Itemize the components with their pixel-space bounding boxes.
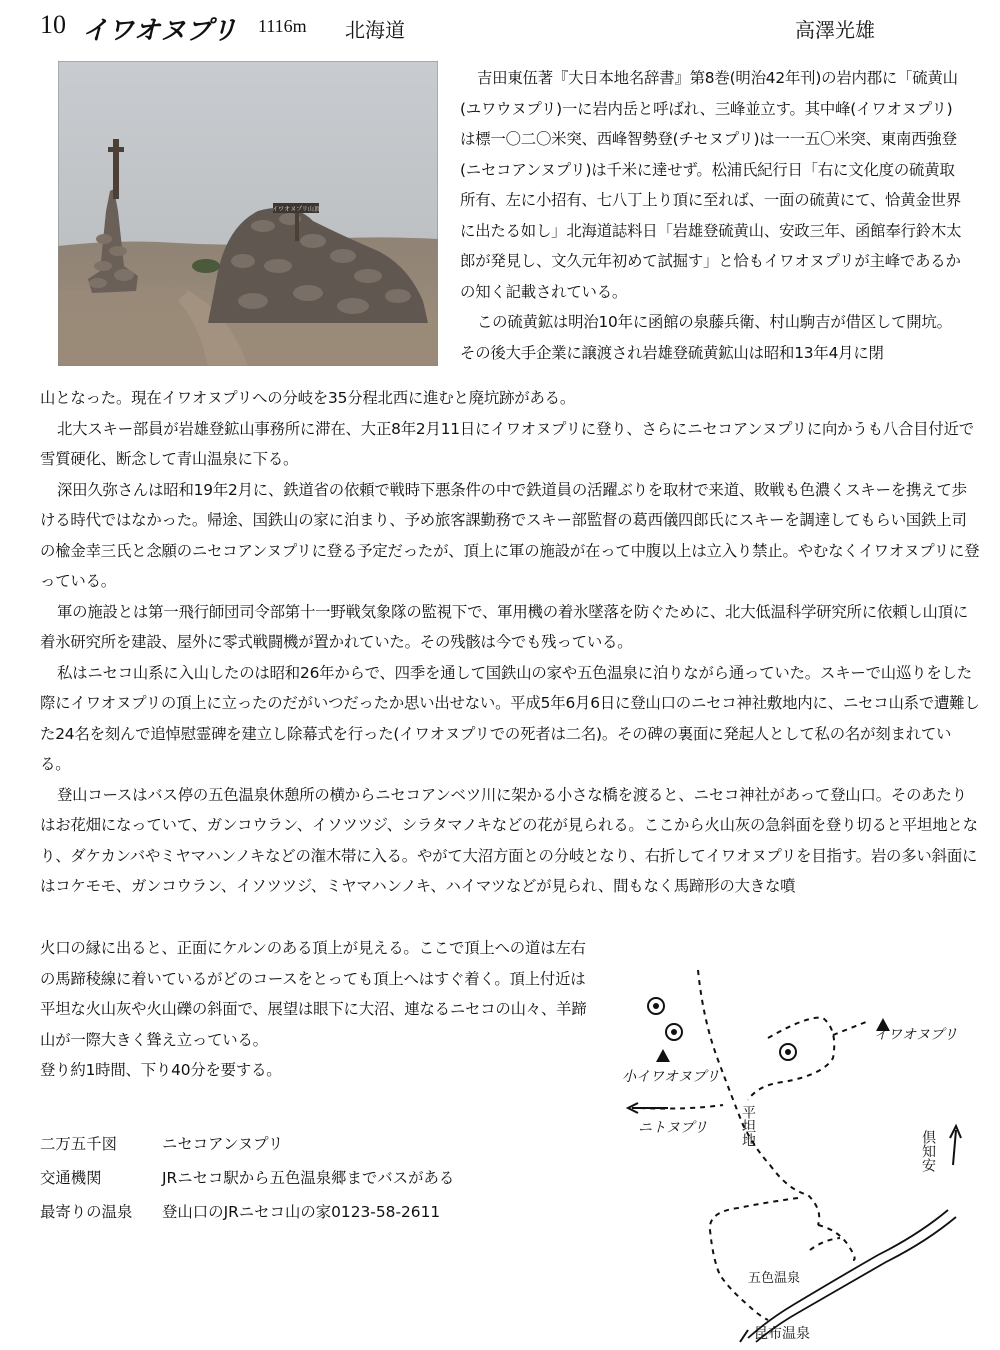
summit-sign-text: イワオヌプリ山頂 — [272, 206, 320, 213]
info-value: ニセコアンヌプリ — [162, 1135, 284, 1153]
crater-icon — [666, 1024, 682, 1040]
paragraph: 火口の縁に出ると、正面にケルンのある頂上が見える。ここで頂上への道は左右の馬蹄稜線に着いているがどのコースをとっても頂上へはすぐ着く。頂上付近は平坦な火山灰や火山礫の斜面で、展望は眼下に大沼、連なるニセコの山々、羊蹄山が一際大きく聳え立っている。 — [40, 939, 587, 1049]
map-label-goshiki: 五色温泉 — [748, 1271, 801, 1286]
paragraph: 山となった。現在イワオヌプリへの分岐を35分程北西に進むと廃坑跡がある。 — [40, 389, 576, 407]
page-header — [40, 8, 960, 48]
paragraph: 吉田東伍著『大日本地名辞書』第8巻(明治42年刊)の岩内郡に「硫黄山(ユワウヌプリ)一に岩内岳と呼ばれ、三峰並立す。其中峰(イワオヌプリ)は標一〇二〇米突、西峰智勢登(チセヌプリ)は一一五〇米突、東南西強登(ニセコアンヌプリ)は千米に達せず。松浦氏紀行日「右に文化度の硫黄取所有、左に小招有、七八丁上り頂に至れば、一面の硫黄にて、恰黄金世界に出たる如し」北海道誌料日「岩雄登硫黄山、安政三年、函館奉行鈴木太郎が発見し、文久元年初めて試掘す」と恰もイワオヌプリが主峰であるかの知く記載されている。 — [460, 69, 962, 301]
crater-icon — [648, 998, 664, 1014]
map-label-nitonupuri: ニトヌプリ — [638, 1120, 708, 1136]
map-label-heitanchi: 平坦地 — [740, 1105, 756, 1147]
paragraph: 北大スキー部員が岩雄登鉱山事務所に滞在、大正8年2月11日にイワオヌプリに登り、さらにニセコアンヌプリに向かうも八合目付近で雪質硬化、断念して青山温泉に下る。 — [40, 419, 974, 468]
closing-text-block — [40, 933, 600, 1086]
intro-text-block — [460, 63, 965, 368]
paragraph: 私はニセコ山系に入山したのは昭和26年からで、四季を通して国鉄山の家や五色温泉に泊りながら通っていた。スキーで山巡りをした際にイワオヌプリの頂上に立ったのだがいつだったか思い出せない。平成5年6月6日に登山口のニセコ神社敷地内に、ニセコ山系で遭難した24名を刻んで追悼慰霊碑を建立し除幕式を行った(イワオヌプリでの死者は二名)。その碑の裏面に発起人として私の名が刻まれている。 — [40, 663, 980, 773]
prefecture: 北海道 — [345, 18, 405, 42]
info-label: 二万五千図 — [40, 1135, 117, 1153]
map-label-ko-iwaonupuri: 小イワオヌプリ — [622, 1069, 720, 1085]
info-row — [40, 1200, 600, 1234]
info-list — [40, 1132, 600, 1234]
summit-triangle-icon — [656, 1049, 670, 1062]
paragraph: 軍の施設とは第一飛行師団司令部第十一野戦気象隊の監視下で、軍用機の着氷墜落を防ぐために、北大低温科学研究所に依頼し山頂に着氷研究所を建設、屋外に零式戦闘機が置かれていた。その残骸は今でも残っている。 — [40, 602, 969, 651]
paragraph: この硫黄鉱は明治10年に函館の泉藤兵衛、村山駒吉が借区して開坑。その後大手企業に譲渡され岩雄登硫黄鉱山は昭和13年4月に閉 — [460, 313, 952, 362]
mountain-elevation: 1116m — [258, 16, 307, 36]
mountain-number: 10 — [40, 10, 66, 39]
mountain-name: イワオヌプリ — [82, 16, 237, 46]
info-label: 最寄りの温泉 — [40, 1203, 133, 1221]
map-label-iwaonupuri: イワオヌプリ — [874, 1027, 958, 1043]
info-row — [40, 1132, 600, 1166]
author-name: 高澤光雄 — [795, 18, 875, 42]
body-text-block — [40, 383, 980, 902]
paragraph: 深田久弥さんは昭和19年2月に、鉄道省の依頼で戦時下悪条件の中で鉄道員の活躍ぶりを取材で来道、敗戦も色濃くスキーを携えて歩ける時代ではなかった。帰途、国鉄山の家に泊まり、予め旅客課勤務でスキー部監督の葛西儀四郎氏にスキーを調達してもらい国鉄上司の楡金幸三氏と念願のニセコアンヌプリに登る予定だったが、頂上に軍の施設が在って中腹以上は立入り禁止。やむなくイワオヌプリに登っている。 — [40, 480, 980, 590]
info-label: 交通機関 — [40, 1169, 102, 1187]
paragraph: 登り約1時間、下り40分を要する。 — [40, 1061, 282, 1079]
info-row — [40, 1166, 600, 1200]
route-map — [608, 960, 988, 1345]
summit-photo — [58, 61, 438, 366]
info-value: 登山口のJRニセコ山の家0123-58-2611 — [162, 1203, 441, 1221]
map-label-konbu: 昆布温泉 — [754, 1326, 810, 1342]
map-label-kutchan: 倶知安 — [920, 1130, 936, 1172]
crater-icon — [780, 1044, 796, 1060]
info-value: JRニセコ駅から五色温泉郷までバスがある — [162, 1169, 455, 1187]
paragraph: 登山コースはバス停の五色温泉休憩所の横からニセコアンベツ川に架かる小さな橋を渡ると、ニセコ神社があって登山口。そのあたりはお花畑になっていて、ガンコウラン、イソツツジ、シラタマノキなどの花が見られる。ここから火山灰の急斜面を登り切ると平坦地となり、ダケカンバやミヤマハンノキなどの潅木帯に入る。やがて大沼方面との分岐となり、右折してイワオヌプリを目指す。岩の多い斜面にはコケモモ、ガンコウラン、イソツツジ、ミヤマハンノキ、ハイマツなどが見られ、間もなく馬蹄形の大きな噴 — [40, 785, 978, 895]
